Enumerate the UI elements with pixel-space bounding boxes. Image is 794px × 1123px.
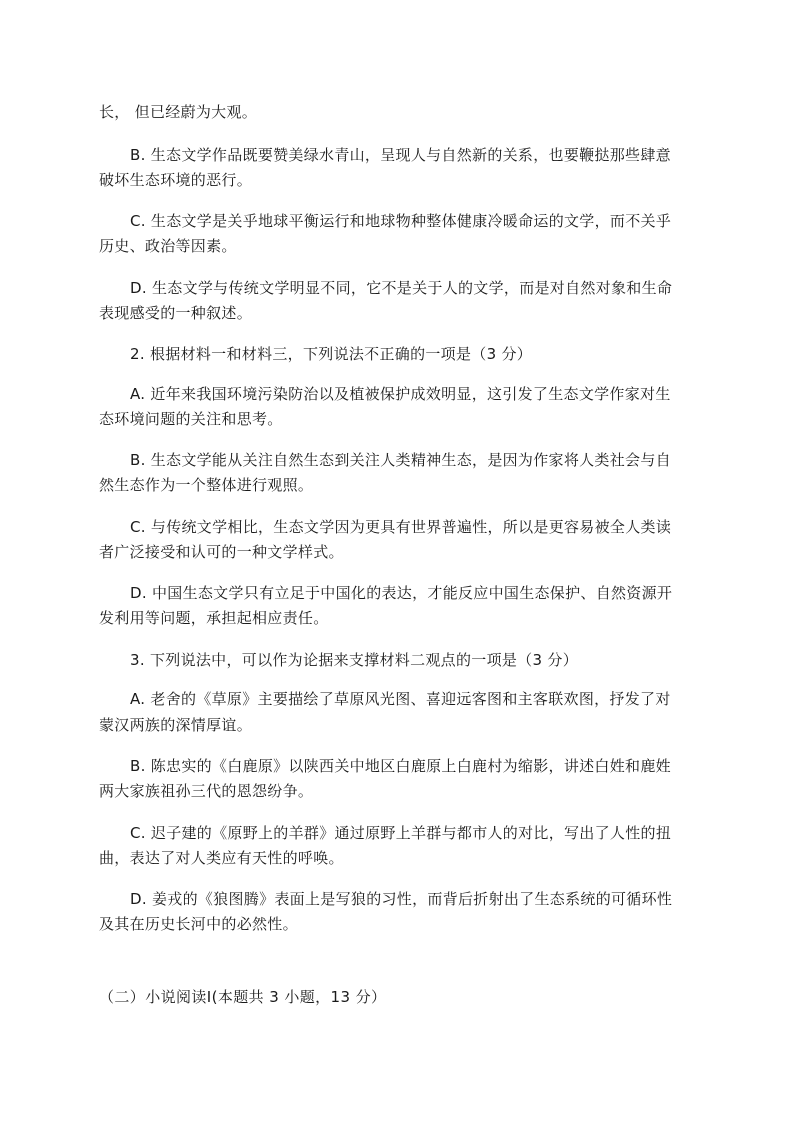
option-c-text-line: C. 与传统文学相比，生态文学因为更具有世界普遍性，所以是更容易被全人类读 (130, 518, 672, 536)
text-line: 历史、政治等因素。 (99, 237, 237, 255)
section-heading: （二）小说阅读Ⅰ(本题共 3 小题，13 分） (99, 988, 387, 1006)
option-b-text-line: B. 生态文学作品既要赞美绿水青山，呈现人与自然新的关系，也要鞭挞那些肆意 (130, 146, 671, 164)
text-line: 蒙汉两族的深情厚谊。 (99, 716, 253, 734)
option-b-text-line: B. 陈忠实的《白鹿原》以陕西关中地区白鹿原上白鹿村为缩影，讲述白姓和鹿姓 (130, 757, 671, 775)
text-line: 及其在历史长河中的必然性。 (99, 915, 298, 933)
option-d-text-line: D. 姜戎的《狼图腾》表面上是写狼的习性，而背后折射出了生态系统的可循环性 (130, 890, 673, 908)
option-c-text-line: C. 生态文学是关乎地球平衡运行和地球物种整体健康冷暖命运的文学，而不关乎 (130, 212, 672, 230)
option-a-text-line: A. 老舍的《草原》主要描绘了草原风光图、喜迎远客图和主客联欢图，抒发了对 (130, 690, 671, 708)
text-line: 破坏生态环境的恶行。 (99, 171, 253, 189)
text-line: 发利用等问题，承担起相应责任。 (99, 609, 329, 627)
text-line: 然生态作为一个整体进行观照。 (99, 476, 314, 494)
text-line: 长， 但已经蔚为大观。 (99, 103, 258, 121)
question-2-stem: 2. 根据材料一和材料三，下列说法不正确的一项是（3 分） (130, 345, 533, 363)
text-line: 表现感受的一种叙述。 (99, 304, 253, 322)
option-c-text-line: C. 迟子建的《原野上的羊群》通过原野上羊群与都市人的对比，写出了人性的扭 (130, 824, 672, 842)
text-line: 态环境问题的关注和思考。 (99, 410, 283, 428)
text-line: 曲，表达了对人类应有天性的呼唤。 (99, 849, 344, 867)
option-d-text-line: D. 中国生态文学只有立足于中国化的表达，才能反应中国生态保护、自然资源开 (130, 584, 673, 602)
option-d-text-line: D. 生态文学与传统文学明显不同，它不是关于人的文学，而是对自然对象和生命 (130, 279, 673, 297)
text-line: 者广泛接受和认可的一种文学样式。 (99, 543, 344, 561)
option-a-text-line: A. 近年来我国环境污染防治以及植被保护成效明显，这引发了生态文学作家对生 (130, 385, 671, 403)
question-3-stem: 3. 下列说法中，可以作为论据来支撑材料二观点的一项是（3 分） (130, 651, 578, 669)
option-b-text-line: B. 生态文学能从关注自然生态到关注人类精神生态，是因为作家将人类社会与自 (130, 451, 671, 469)
text-line: 两大家族祖孙三代的恩怨纷争。 (99, 782, 314, 800)
